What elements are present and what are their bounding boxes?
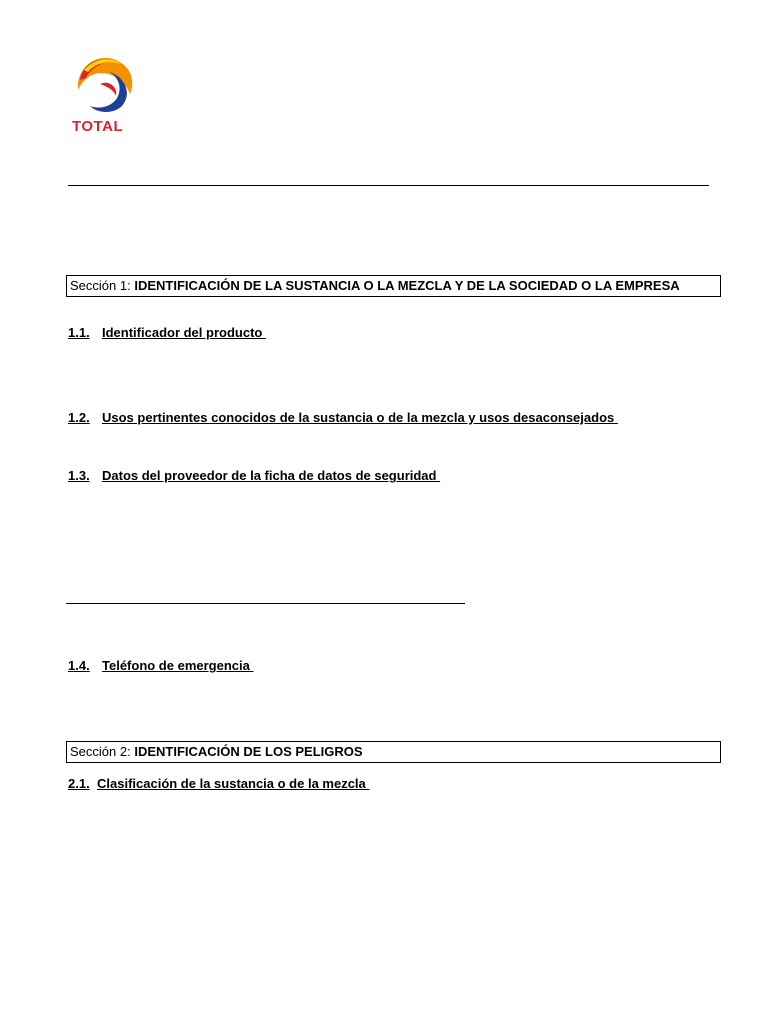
- section-2-header: [66, 741, 721, 763]
- logo-wordmark: TOTAL: [72, 118, 124, 135]
- section-2-title: IDENTIFICACIÓN DE LOS PELIGROS: [134, 744, 363, 759]
- subsection-2-1-title: Clasificación de la sustancia o de la mezcla: [97, 776, 366, 791]
- subsection-1-4-number: 1.4.: [68, 658, 90, 673]
- subsection-2-1-number: 2.1.: [68, 776, 90, 791]
- subsection-1-2-title: Usos pertinentes conocidos de la sustancia o de la mezcla y usos desaconsejados: [102, 410, 615, 425]
- subsection-1-1: [68, 325, 266, 341]
- subsection-1-2-number: 1.2.: [68, 410, 90, 425]
- subsection-1-4-title: Teléfono de emergencia: [102, 658, 250, 673]
- subsection-1-1-title: Identificador del producto: [102, 325, 263, 340]
- subsection-1-4: [68, 658, 253, 674]
- section-1-lead: Sección 1:: [70, 278, 135, 293]
- supplier-divider: [66, 603, 465, 604]
- subsection-2-1: [68, 776, 369, 792]
- subsection-1-2: [68, 410, 618, 426]
- subsection-1-3-number: 1.3.: [68, 468, 90, 483]
- section-2-lead: Sección 2:: [70, 744, 135, 759]
- subsection-1-3: [68, 468, 440, 484]
- section-1-header: [66, 275, 721, 297]
- subsection-1-3-title: Datos del proveedor de la ficha de datos de seguridad: [102, 468, 437, 483]
- subsection-1-1-number: 1.1.: [68, 325, 90, 340]
- header-divider: [68, 185, 709, 186]
- section-1-title: IDENTIFICACIÓN DE LA SUSTANCIA O LA MEZCLA Y DE LA SOCIEDAD O LA EMPRESA: [134, 278, 680, 293]
